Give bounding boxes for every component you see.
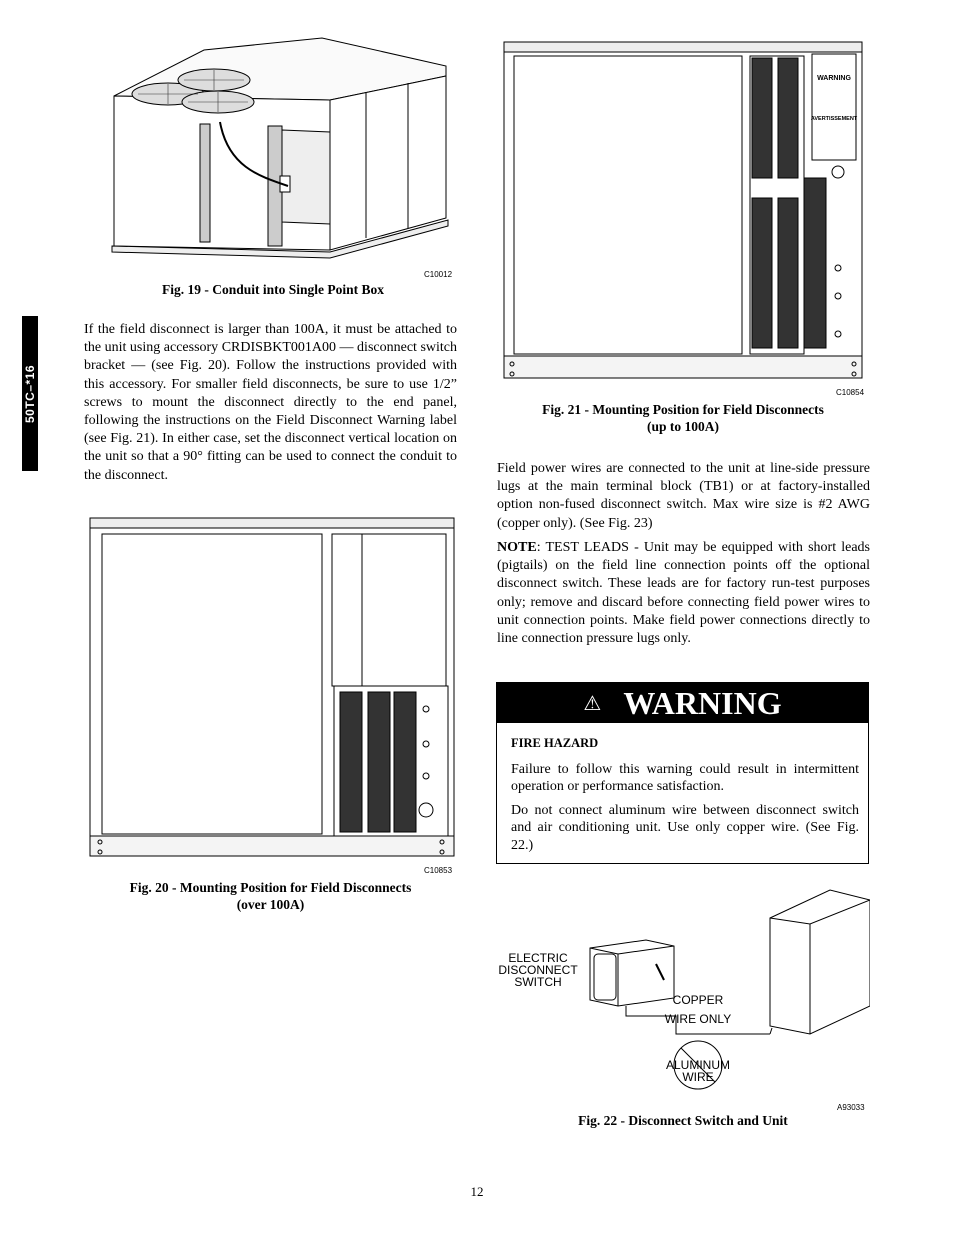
warning-title: WARNING: [623, 684, 782, 721]
fig21-caption: [498, 401, 868, 435]
note-text: : TEST LEADS - Unit may be equipped with short leads (pigtails) on the field line connection points off the optional disconnect switch. These leads are for factory run-test purposes only; remove and discard before connecting field power wires to unit connection points. Make field power connections directly to line connection pressure lugs only.: [497, 540, 870, 647]
fig19-unit-drawing: [108, 36, 460, 268]
warning-text-1: Failure to follow this warning could result in intermittent operation or performance satisfaction.: [511, 761, 859, 794]
fig20-caption-line1: Fig. 20 - Mounting Position for Field Disconnects: [129, 880, 412, 895]
warning-body: [497, 723, 868, 854]
fig20-code: C10853: [424, 866, 453, 875]
fig21-caption-line1: Fig. 21 - Mounting Position for Field Disconnects: [542, 402, 824, 417]
page-number: 12: [470, 1184, 484, 1199]
fig19-caption: Fig. 19 - Conduit into Single Point Box: [161, 282, 385, 297]
side-tab: [22, 316, 38, 471]
fig22-label-aluminum: [656, 1059, 740, 1083]
fig20-unit-drawing: [84, 514, 462, 864]
fig22-label-wire-only: WIRE ONLY: [664, 1012, 732, 1026]
fig19-code: C10012: [424, 270, 453, 279]
warning-text-2: Do not connect aluminum wire between disconnect switch and air conditioning unit. Use only copper wire. (See Fig. 22.): [511, 802, 859, 853]
fig22-label-aluminum-word: ALUMINUM: [665, 1058, 730, 1072]
warning-header: [497, 683, 868, 723]
body-paragraph-field-power: Field power wires are connected to the unit at line-side pressure lugs at the main terminal block (TB1) or at factory-installed option non-fused disconnect switch. Max wire size is #2 AWG (copper only). (See Fig. 23): [497, 461, 870, 531]
body-paragraph-disconnect: If the field disconnect is larger than 100A, it must be attached to the unit using accessory CRDISBKT001A00 — disconnect switch bracket — (see Fig. 20). Follow the instructions provided with this accessory. For smaller field disconnects, be sure to use 1/2” screws to mount the disconnect directly to the end panel, following the instructions on the Field Disconnect Warning label (see Fig. 21). In either case, set the disconnect vertical location on the unit so that a 90° fitting can be used to connect the conduit to the disconnect.: [84, 322, 457, 483]
fig21-caption-line2: (up to 100A): [646, 419, 719, 434]
warning-box: [496, 682, 869, 864]
fig20-caption-line2: (over 100A): [236, 897, 305, 912]
fig21-code: C10854: [836, 388, 865, 397]
fig22-caption: Fig. 22 - Disconnect Switch and Unit: [578, 1113, 788, 1128]
fig21-label-avertissement: AVERTISSEMENT: [810, 116, 858, 122]
note-label: NOTE: [497, 540, 537, 555]
fig20-caption: [84, 879, 457, 913]
warning-triangle-icon: ⚠: [583, 692, 602, 715]
warning-hazard: FIRE HAZARD: [511, 736, 599, 750]
fig22-label-electric: ELECTRIC: [508, 951, 568, 965]
fig22-label-wire-word: WIRE: [682, 1070, 714, 1084]
fig22-label-switch: [490, 952, 586, 988]
fig21-unit-drawing: [500, 38, 866, 384]
side-tab-label: 50TC–*16: [23, 364, 37, 423]
note-paragraph: [497, 539, 870, 648]
fig22-label-copper: COPPER: [672, 993, 724, 1007]
fig22-code: A93033: [837, 1103, 865, 1112]
fig21-label-warning: WARNING: [817, 75, 851, 82]
fig22-label-disconnect: DISCONNECT: [498, 963, 578, 977]
fig22-label-switch-word: SWITCH: [514, 975, 562, 989]
